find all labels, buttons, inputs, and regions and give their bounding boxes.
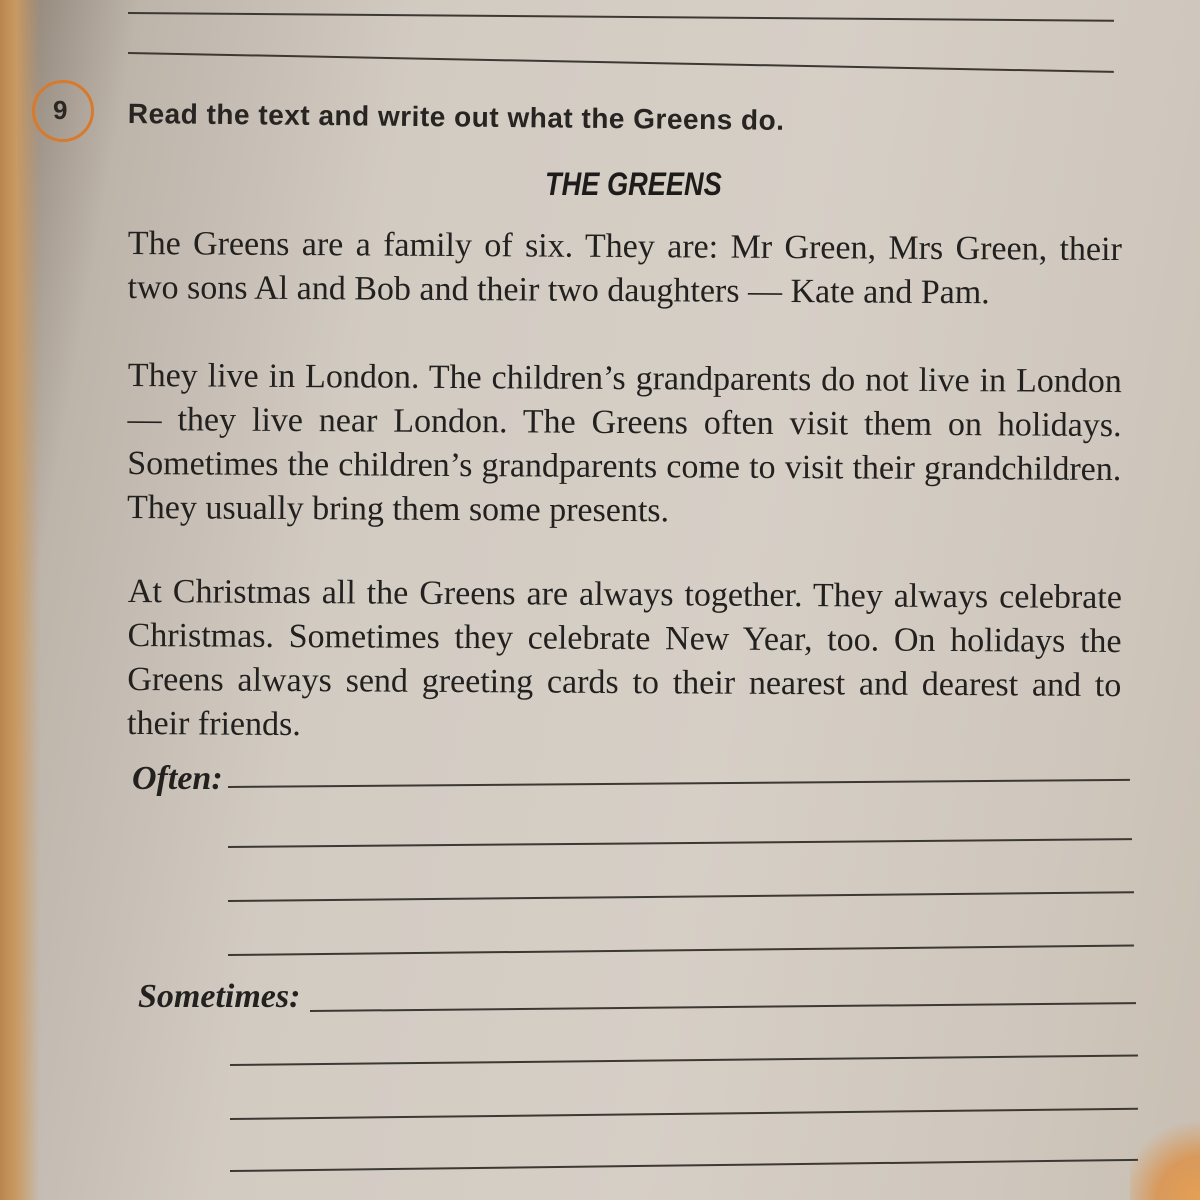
sometimes-answer-line-2[interactable] [230,1054,1138,1066]
story-title: THE GREENS [545,166,722,202]
often-answer-line-3[interactable] [228,891,1134,902]
answer-line-previous-1 [128,12,1114,22]
story-paragraph-3: At Christmas all the Greens are always together. They always celebrate Christmas. Sometimes they celebrate New Year, too. On holidays the Greens always send greeting cards to their nearest and dearest and to their friends. [126,572,1122,744]
often-label: Often: [132,760,223,797]
sometimes-answer-line-4[interactable] [230,1159,1138,1172]
answer-line-previous-2 [128,52,1114,73]
often-answer-line-4[interactable] [228,945,1134,956]
light-reflection [1130,1120,1200,1200]
story-paragraph-1: The Greens are a family of six. They are: Mr Green, Mrs Green, their two sons Al and Bob and their two daughters — Kate and Pam. [127,224,1122,312]
often-answer-line-1[interactable] [228,779,1130,788]
story-paragraph-2: They live in London. The children’s grandparents do not live in London — they live near London. The Greens often visit them on holidays. Sometimes the children’s grandparents come to visit their grandchildren. They usually bring them some presents. [126,356,1122,530]
sometimes-label: Sometimes: [138,978,301,1015]
exercise-number: 9 [53,95,68,125]
exercise-instruction: Read the text and write out what the Greens do. [127,98,785,136]
sometimes-answer-line-1[interactable] [310,1002,1136,1012]
often-answer-line-2[interactable] [228,838,1132,848]
page-edge-shadow [0,0,40,1200]
exercise-number-badge [32,80,94,142]
sometimes-answer-line-3[interactable] [230,1108,1138,1120]
